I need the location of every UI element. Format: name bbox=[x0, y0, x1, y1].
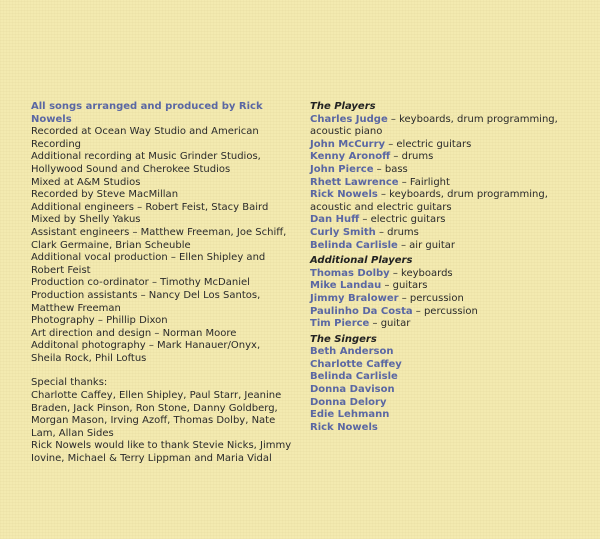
player-role: – drums bbox=[390, 151, 434, 163]
thanks-line: Charlotte Caffey, Ellen Shipley, Paul Starr, Jeanine Braden, Jack Pinson, Ron Stone, Danny Goldberg, Morgan Mason, Irving Azoff, Thomas Dolby, Nate Lam, Allan Sides bbox=[31, 390, 282, 439]
player-role: – percussion bbox=[398, 292, 464, 304]
player-line bbox=[310, 227, 578, 240]
credits-line: Additional vocal production – Ellen Shipley and Robert Feist bbox=[31, 252, 266, 276]
player-role: – percussion bbox=[412, 305, 478, 317]
player-name: Paulinho Da Costa bbox=[310, 305, 413, 317]
player-line bbox=[310, 306, 578, 319]
singer-name: Edie Lehmann bbox=[310, 409, 390, 421]
credits-line: Recorded at Ocean Way Studio and American Recording bbox=[31, 126, 259, 150]
player-line bbox=[310, 139, 578, 152]
player-name: Tim Pierce bbox=[310, 318, 370, 330]
additional-players-section bbox=[310, 255, 578, 331]
player-name: Kenny Aronoff bbox=[310, 151, 391, 163]
singers-section bbox=[310, 334, 578, 435]
player-name: John Pierce bbox=[310, 163, 374, 175]
credits-line: Photography – Phillip Dixon bbox=[31, 315, 168, 327]
credits-line: Production assistants – Nancy Del Los Santos, Matthew Freeman bbox=[31, 289, 261, 314]
player-name: Thomas Dolby bbox=[310, 267, 390, 279]
player-line bbox=[310, 151, 578, 164]
players-title: The Players bbox=[310, 101, 376, 112]
player-name: Rick Nowels bbox=[310, 189, 378, 201]
players-column bbox=[310, 101, 578, 437]
singer-name: Charlotte Caffey bbox=[310, 358, 402, 370]
credits-line: Additional engineers – Robert Feist, Stacy Baird bbox=[31, 201, 269, 213]
player-line bbox=[310, 268, 578, 281]
credits-line: Mixed by Shelly Yakus bbox=[31, 214, 141, 226]
player-role: – keyboards, drum programming, acoustic piano bbox=[310, 113, 558, 138]
player-line bbox=[310, 318, 578, 331]
singer-name: Donna Delory bbox=[310, 396, 387, 408]
player-line bbox=[310, 164, 578, 177]
credits-line: Production co-ordinator – Timothy McDaniel bbox=[31, 277, 250, 289]
player-role: – keyboards, drum programming, acoustic and electric guitars bbox=[310, 189, 548, 213]
player-name: John McCurry bbox=[310, 138, 386, 150]
player-name: Dan Huff bbox=[310, 214, 360, 226]
players-section bbox=[310, 101, 578, 252]
player-line bbox=[310, 214, 578, 227]
credits-line: Additional recording at Music Grinder Studios, Hollywood Sound and Cherokee Studios bbox=[31, 151, 261, 175]
player-line bbox=[310, 240, 578, 253]
player-role: – bass bbox=[373, 163, 408, 175]
player-name: Jimmy Bralower bbox=[310, 292, 399, 304]
credits-heading: All songs arranged and produced by Rick Nowels bbox=[31, 101, 263, 125]
player-line bbox=[310, 114, 578, 139]
singer-name: Donna Davison bbox=[310, 384, 395, 396]
credits-column bbox=[31, 101, 293, 466]
singer-name: Rick Nowels bbox=[310, 421, 378, 433]
player-role: – guitars bbox=[381, 280, 428, 292]
player-role: – electric guitars bbox=[385, 138, 472, 150]
player-name: Charles Judge bbox=[310, 113, 388, 125]
singer-name: Beth Anderson bbox=[310, 346, 394, 358]
player-line bbox=[310, 293, 578, 306]
player-role: – Fairlight bbox=[398, 176, 450, 188]
player-name: Rhett Lawrence bbox=[310, 176, 399, 188]
credits-line: Additonal photography – Mark Hanauer/Onyx, Sheila Rock, Phil Loftus bbox=[31, 340, 261, 364]
player-line bbox=[310, 280, 578, 293]
thanks-line: Rick Nowels would like to thank Stevie Nicks, Jimmy Iovine, Michael & Terry Lippman and Maria Vidal bbox=[31, 440, 292, 465]
player-line bbox=[310, 177, 578, 190]
player-name: Belinda Carlisle bbox=[310, 239, 398, 251]
credits-line: Art direction and design – Norman Moore bbox=[31, 327, 237, 339]
spacer bbox=[31, 365, 293, 377]
player-role: – guitar bbox=[369, 318, 411, 330]
credits-line: Assistant engineers – Matthew Freeman, Joe Schiff, Clark Germaine, Brian Scheuble bbox=[31, 226, 287, 251]
player-role: – drums bbox=[375, 226, 419, 238]
player-name: Mike Landau bbox=[310, 280, 382, 292]
player-name: Curly Smith bbox=[310, 226, 376, 238]
player-role: – keyboards bbox=[389, 267, 453, 279]
singer-name: Belinda Carlisle bbox=[310, 371, 398, 383]
additional-players-title: Additional Players bbox=[310, 255, 413, 267]
player-role: – air guitar bbox=[397, 239, 455, 251]
player-role: – electric guitars bbox=[359, 214, 446, 226]
player-line bbox=[310, 189, 578, 214]
thanks-heading: Special thanks: bbox=[31, 377, 108, 389]
credits-line: Recorded by Steve MacMillan bbox=[31, 189, 179, 201]
singers-title: The Singers bbox=[310, 333, 377, 345]
credits-line: Mixed at A&M Studios bbox=[31, 176, 141, 188]
